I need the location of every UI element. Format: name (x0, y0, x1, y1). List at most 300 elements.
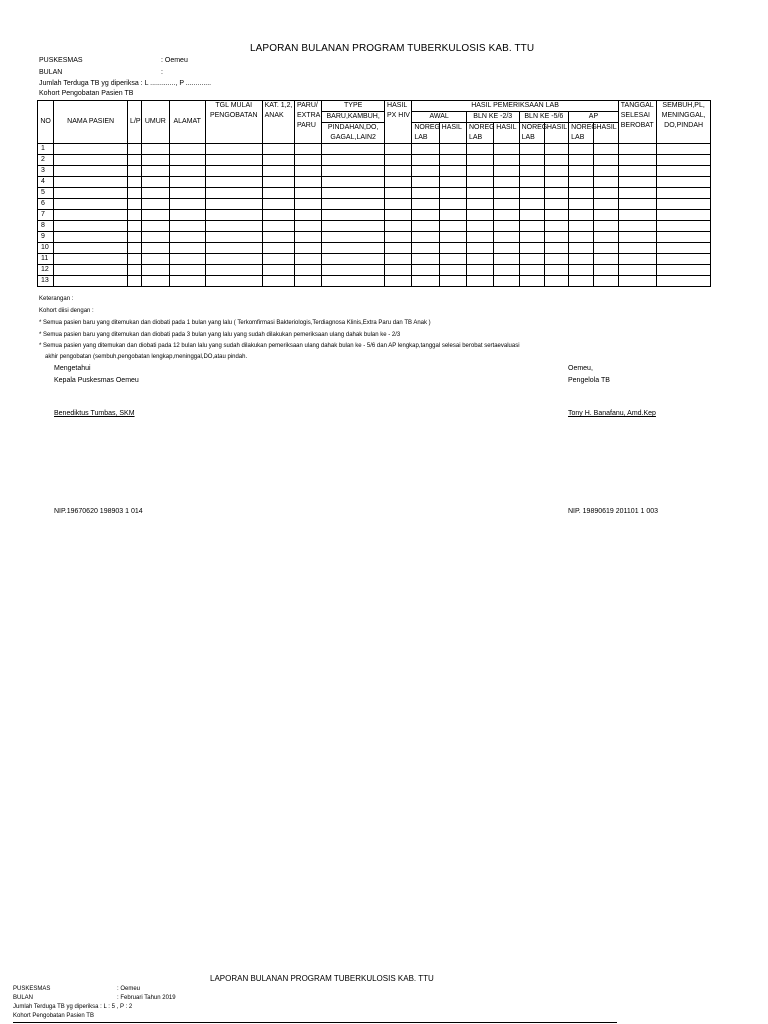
table-cell (657, 199, 711, 210)
table-cell (412, 265, 439, 276)
table-cell (294, 166, 321, 177)
table-cell (169, 199, 205, 210)
table-cell (262, 166, 294, 177)
table-cell (594, 177, 618, 188)
header-tgl-mulai: TGL MULAI PENGOBATAN (205, 101, 262, 144)
table-cell (322, 210, 385, 221)
table-cell (294, 188, 321, 199)
table-cell (494, 254, 519, 265)
table-cell (618, 199, 656, 210)
table-cell (544, 243, 568, 254)
table-cell (169, 155, 205, 166)
table-cell (439, 166, 466, 177)
table-cell (412, 166, 439, 177)
table-cell (439, 188, 466, 199)
table-cell (142, 221, 169, 232)
table-cell (142, 166, 169, 177)
table-cell (494, 166, 519, 177)
table-row (38, 199, 711, 210)
table-cell (657, 188, 711, 199)
table-cell (618, 144, 656, 155)
table-cell (569, 265, 594, 276)
table-cell (54, 221, 128, 232)
header-noreg-56: NOREG LAB (519, 123, 544, 144)
table-cell (439, 254, 466, 265)
table-cell (205, 265, 262, 276)
table-cell (519, 254, 544, 265)
table-cell (412, 276, 439, 287)
page2-bulan-value: : Februari Tahun 2019 (117, 995, 176, 1001)
table-cell (519, 199, 544, 210)
table-cell (569, 155, 594, 166)
table-cell (385, 210, 412, 221)
table-cell (322, 232, 385, 243)
table-cell (657, 166, 711, 177)
table-cell (294, 254, 321, 265)
table-cell (169, 243, 205, 254)
table-cell (294, 232, 321, 243)
table-cell (412, 188, 439, 199)
table-cell (439, 210, 466, 221)
header-bln-23: BLN KE -2/3 (466, 112, 519, 123)
table-cell (128, 254, 142, 265)
table-cell (544, 254, 568, 265)
table-cell (294, 265, 321, 276)
report-title: LAPORAN BULANAN PROGRAM TUBERKULOSIS KAB. TTU (250, 43, 535, 54)
table-cell (262, 199, 294, 210)
table-row (38, 177, 711, 188)
table-row (38, 265, 711, 276)
table-cell (294, 144, 321, 155)
header-ap: AP (569, 112, 619, 123)
table-cell (519, 155, 544, 166)
table-cell (657, 265, 711, 276)
table-cell (544, 265, 568, 276)
keterangan-label: Keterangan : (39, 296, 74, 302)
table-cell (294, 199, 321, 210)
kohort-table (37, 100, 711, 287)
note-3: * Semua pasien yang ditemukan dan diobati pada 12 bulan lalu yang sudah dilakukan pemeriksaan ulang dahak bulan ke - 5/6 dan AP lengkap,tanggal selesai berobat sertaevaluasi (39, 343, 520, 349)
header-no: NO (38, 101, 54, 144)
table-cell (205, 254, 262, 265)
table-cell (544, 177, 568, 188)
table-cell (594, 243, 618, 254)
table-cell (569, 254, 594, 265)
table-cell (439, 243, 466, 254)
table-cell (466, 221, 493, 232)
table-cell (544, 144, 568, 155)
page2-jumlah-terduga: Jumlah Terduga TB yg diperiksa : L : 5 , P : 2 (13, 1004, 133, 1010)
table-cell (385, 221, 412, 232)
table-cell (494, 221, 519, 232)
table-cell (594, 188, 618, 199)
table-cell (142, 144, 169, 155)
table-cell (466, 155, 493, 166)
table-cell (294, 276, 321, 287)
table-cell (412, 177, 439, 188)
bulan-label: BULAN (39, 69, 63, 76)
table-cell (569, 232, 594, 243)
table-cell (569, 166, 594, 177)
table-cell (412, 243, 439, 254)
puskesmas-label: PUSKESMAS (39, 57, 83, 64)
table-cell (494, 199, 519, 210)
table-cell (169, 166, 205, 177)
table-cell (262, 254, 294, 265)
table-cell (322, 199, 385, 210)
table-cell (262, 221, 294, 232)
page2-kohort-label: Kohort Pengobatan Pasien TB (13, 1013, 94, 1019)
sign-right-nip: NIP. 19890619 201101 1 003 (568, 508, 659, 515)
table-row (38, 166, 711, 177)
page2-puskesmas-label: PUSKESMAS (13, 986, 51, 992)
table-cell (322, 166, 385, 177)
table-cell (262, 188, 294, 199)
table-cell (128, 199, 142, 210)
table-cell (322, 188, 385, 199)
table-cell (618, 243, 656, 254)
table-cell (544, 166, 568, 177)
table-cell (412, 210, 439, 221)
table-cell (519, 265, 544, 276)
note-2: * Semua pasien baru yang ditemukan dan diobati pada 3 bulan yang lalu yang sudah dilakukan pemeriksaan ulang dahak bulan ke - 2/3 (39, 332, 401, 338)
table-cell (519, 177, 544, 188)
table-cell (262, 232, 294, 243)
row-number: 8 (38, 221, 54, 232)
table-cell (519, 188, 544, 199)
table-cell (544, 221, 568, 232)
table-cell (142, 199, 169, 210)
table-cell (569, 210, 594, 221)
table-cell (262, 243, 294, 254)
table-cell (205, 243, 262, 254)
table-cell (519, 210, 544, 221)
table-cell (618, 221, 656, 232)
table-cell (205, 144, 262, 155)
table-cell (519, 166, 544, 177)
table-cell (439, 276, 466, 287)
table-cell (439, 265, 466, 276)
bulan-value: : (161, 69, 163, 76)
table-cell (494, 155, 519, 166)
table-cell (618, 155, 656, 166)
row-number: 4 (38, 177, 54, 188)
row-number: 10 (38, 243, 54, 254)
sign-left-role: Kepala Puskesmas Oemeu (54, 377, 139, 384)
table-cell (205, 199, 262, 210)
header-tanggal-selesai: TANGGAL SELESAI BEROBAT (618, 101, 656, 144)
table-cell (569, 144, 594, 155)
table-cell (439, 144, 466, 155)
table-cell (594, 166, 618, 177)
table-cell (618, 210, 656, 221)
row-number: 1 (38, 144, 54, 155)
table-cell (385, 166, 412, 177)
table-cell (294, 177, 321, 188)
table-cell (322, 243, 385, 254)
table-cell (594, 221, 618, 232)
table-cell (169, 265, 205, 276)
table-cell (466, 243, 493, 254)
table-cell (657, 177, 711, 188)
table-cell (412, 155, 439, 166)
table-cell (294, 221, 321, 232)
table-cell (142, 210, 169, 221)
table-row (38, 276, 711, 287)
table-cell (569, 188, 594, 199)
table-cell (169, 177, 205, 188)
table-cell (128, 221, 142, 232)
sign-left-nip: NIP.19670620 198903 1 014 (54, 508, 143, 515)
table-cell (205, 177, 262, 188)
table-cell (262, 265, 294, 276)
table-cell (54, 232, 128, 243)
note-3-cont: akhir pengobatan (sembuh,pengobatan lengkap,meninggal,DO,atau pindah. (45, 354, 248, 360)
table-cell (618, 188, 656, 199)
header-bln-56: BLN KE -5/6 (519, 112, 569, 123)
table-cell (142, 232, 169, 243)
table-cell (412, 221, 439, 232)
table-cell (169, 221, 205, 232)
table-cell (494, 144, 519, 155)
header-hasil-ap: HASIL (594, 123, 618, 144)
table-cell (322, 177, 385, 188)
table-cell (54, 199, 128, 210)
row-number: 2 (38, 155, 54, 166)
table-cell (569, 221, 594, 232)
table-cell (657, 221, 711, 232)
table-cell (519, 276, 544, 287)
header-hasil-lab: HASIL PEMERIKSAAN LAB (412, 101, 618, 112)
table-cell (322, 221, 385, 232)
table-cell (594, 199, 618, 210)
table-cell (594, 155, 618, 166)
table-cell (54, 155, 128, 166)
table-cell (466, 276, 493, 287)
table-cell (128, 155, 142, 166)
table-cell (205, 155, 262, 166)
table-cell (618, 232, 656, 243)
table-cell (618, 177, 656, 188)
table-row (38, 232, 711, 243)
table-cell (322, 144, 385, 155)
table-cell (205, 210, 262, 221)
table-cell (142, 243, 169, 254)
header-alamat: ALAMAT (169, 101, 205, 144)
table-cell (439, 177, 466, 188)
table-cell (142, 188, 169, 199)
table-row (38, 221, 711, 232)
table-cell (205, 221, 262, 232)
table-cell (494, 276, 519, 287)
header-hasil-hiv: HASIL PX HIV (385, 101, 412, 144)
table-cell (466, 144, 493, 155)
table-cell (142, 254, 169, 265)
table-cell (385, 144, 412, 155)
kohort-label: Kohort Pengobatan Pasien TB (39, 90, 134, 97)
table-cell (385, 276, 412, 287)
table-cell (594, 210, 618, 221)
table-row (38, 155, 711, 166)
table-cell (205, 276, 262, 287)
header-awal: AWAL (412, 112, 467, 123)
page2-title: LAPORAN BULANAN PROGRAM TUBERKULOSIS KAB. TTU (210, 974, 434, 983)
table-cell (128, 276, 142, 287)
table-cell (519, 144, 544, 155)
table-cell (205, 188, 262, 199)
table-cell (412, 144, 439, 155)
sign-right-name: Tony H. Banafanu, Amd.Kep (568, 410, 656, 417)
table-cell (544, 188, 568, 199)
table-cell (618, 265, 656, 276)
table-cell (569, 243, 594, 254)
sign-left-mengetahui: Mengetahui (54, 365, 91, 372)
table-cell (54, 177, 128, 188)
table-cell (262, 155, 294, 166)
table-cell (385, 232, 412, 243)
table-cell (322, 265, 385, 276)
table-cell (412, 199, 439, 210)
table-cell (169, 210, 205, 221)
table-cell (466, 210, 493, 221)
table-cell (657, 155, 711, 166)
table-cell (519, 232, 544, 243)
table-cell (519, 221, 544, 232)
table-cell (466, 188, 493, 199)
table-cell (594, 276, 618, 287)
row-number: 3 (38, 166, 54, 177)
table-cell (594, 254, 618, 265)
table-cell (322, 155, 385, 166)
table-cell (54, 254, 128, 265)
header-nama-pasien: NAMA PASIEN (54, 101, 128, 144)
table-cell (142, 177, 169, 188)
table-cell (128, 265, 142, 276)
header-hasil-awal: HASIL (439, 123, 466, 144)
table-cell (262, 276, 294, 287)
header-lp: L/P (128, 101, 142, 144)
table-cell (169, 254, 205, 265)
table-cell (544, 199, 568, 210)
header-kategori: KAT. 1,2, ANAK (262, 101, 294, 144)
table-cell (466, 265, 493, 276)
puskesmas-value: : Oemeu (161, 57, 188, 64)
table-cell (594, 265, 618, 276)
row-number: 13 (38, 276, 54, 287)
table-cell (466, 166, 493, 177)
table-row (38, 254, 711, 265)
table-cell (466, 199, 493, 210)
sign-right-role: Pengelola TB (568, 377, 610, 384)
table-cell (142, 155, 169, 166)
table-cell (294, 155, 321, 166)
table-cell (128, 177, 142, 188)
note-1: * Semua pasien baru yang ditemukan dan diobati pada 1 bulan yang lalu ( Terkomfirmasi Bakteriologis,Terdiagnosa Klinis,Extra Paru dan TB Anak ) (39, 320, 431, 326)
page2-bulan-label: BULAN (13, 995, 34, 1001)
table-cell (128, 188, 142, 199)
table-cell (544, 155, 568, 166)
table-cell (657, 232, 711, 243)
kohort-diisi-label: Kohort diisi dengan : (39, 308, 94, 314)
table-row (38, 243, 711, 254)
table-cell (494, 177, 519, 188)
page2-table-top-border (13, 1022, 617, 1023)
header-noreg-ap: NOREG LAB (569, 123, 594, 144)
header-hasil-23: HASIL (494, 123, 519, 144)
table-cell (594, 232, 618, 243)
table-cell (544, 210, 568, 221)
table-cell (569, 199, 594, 210)
table-cell (544, 232, 568, 243)
table-cell (494, 210, 519, 221)
row-number: 7 (38, 210, 54, 221)
table-row (38, 144, 711, 155)
table-cell (262, 210, 294, 221)
table-cell (618, 276, 656, 287)
header-hasil-akhir: SEMBUH,PL, MENINGGAL, DO,PINDAH (657, 101, 711, 144)
table-cell (54, 188, 128, 199)
table-cell (169, 232, 205, 243)
table-cell (128, 243, 142, 254)
table-cell (494, 188, 519, 199)
table-cell (54, 210, 128, 221)
table-cell (205, 166, 262, 177)
table-cell (439, 155, 466, 166)
table-cell (412, 232, 439, 243)
page2-puskesmas-value: : Oemeu (117, 986, 141, 992)
table-cell (385, 188, 412, 199)
row-number: 11 (38, 254, 54, 265)
table-cell (569, 177, 594, 188)
table-cell (54, 166, 128, 177)
table-cell (439, 199, 466, 210)
table-cell (466, 254, 493, 265)
row-number: 6 (38, 199, 54, 210)
table-cell (494, 232, 519, 243)
table-cell (322, 276, 385, 287)
table-cell (169, 144, 205, 155)
table-cell (657, 210, 711, 221)
table-cell (385, 265, 412, 276)
table-cell (142, 265, 169, 276)
header-noreg-awal: NOREG LAB (412, 123, 439, 144)
table-row (38, 210, 711, 221)
header-type: TYPE (322, 101, 385, 112)
table-cell (439, 221, 466, 232)
table-cell (262, 177, 294, 188)
table-cell (594, 144, 618, 155)
table-cell (494, 265, 519, 276)
table-cell (322, 254, 385, 265)
table-cell (385, 254, 412, 265)
table-cell (385, 177, 412, 188)
table-cell (54, 144, 128, 155)
header-type-line3: PINDAHAN,DO, GAGAL,LAIN2 (322, 123, 385, 144)
table-cell (519, 243, 544, 254)
row-number: 5 (38, 188, 54, 199)
table-cell (385, 155, 412, 166)
header-type-line2: BARU,KAMBUH, (322, 112, 385, 123)
table-cell (385, 243, 412, 254)
table-cell (54, 276, 128, 287)
header-hasil-56: HASIL (544, 123, 568, 144)
table-cell (169, 188, 205, 199)
header-paru: PARU/ EXTRA PARU (294, 101, 321, 144)
header-noreg-23: NOREG LAB (466, 123, 493, 144)
table-cell (494, 243, 519, 254)
table-cell (128, 166, 142, 177)
row-number: 9 (38, 232, 54, 243)
